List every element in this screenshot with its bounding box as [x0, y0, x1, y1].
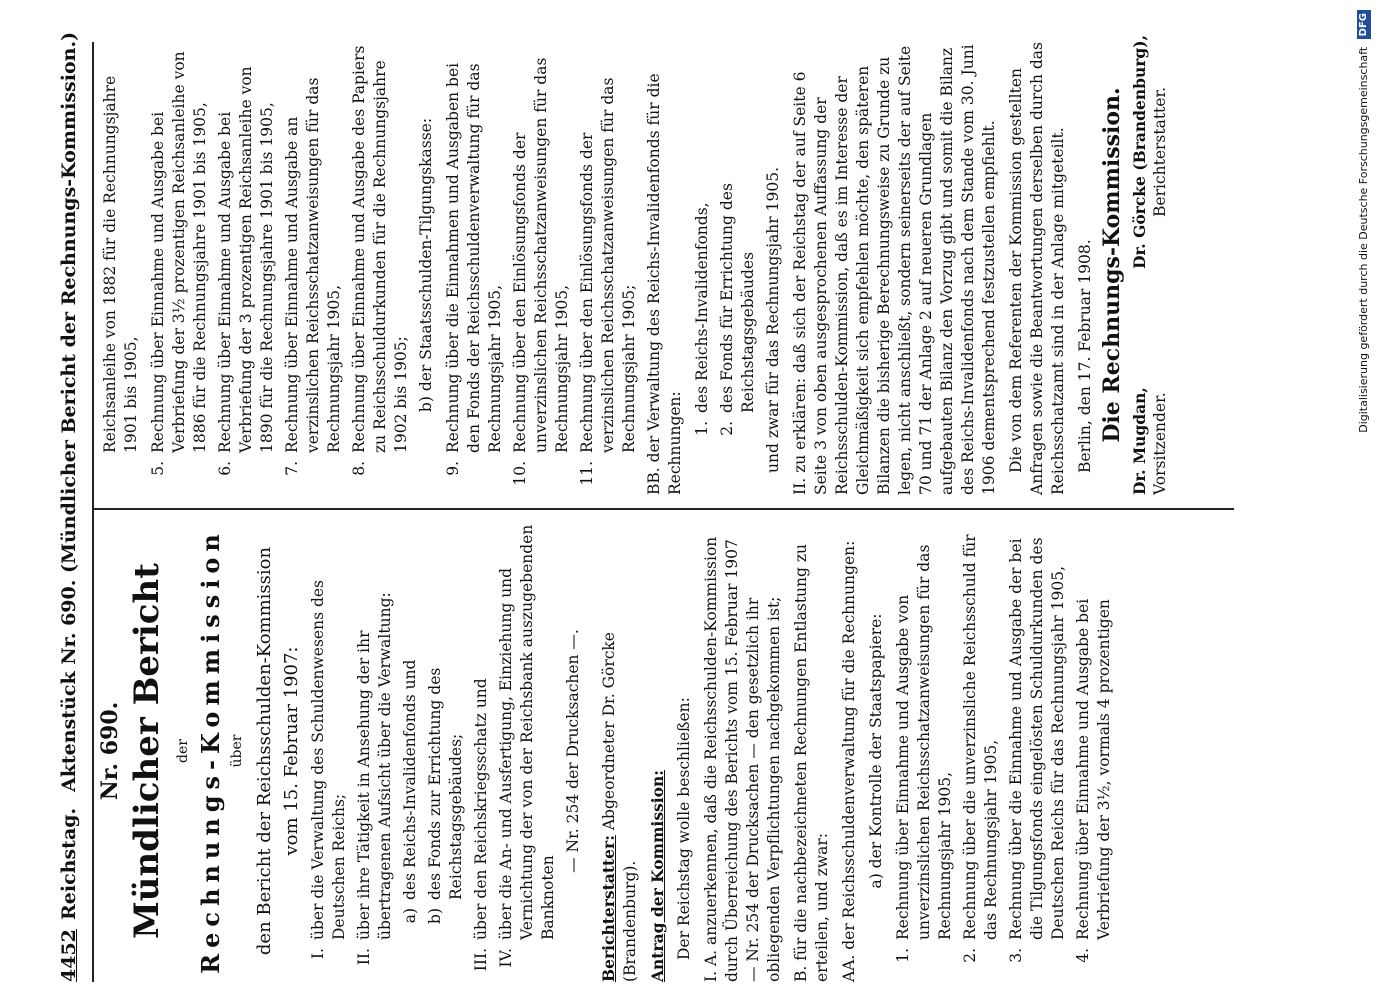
list-item: a) des Reichs-Invalidenfonds und — [401, 659, 419, 924]
berichterstatter-label: Berichterstatter: — [599, 835, 618, 982]
kontrolle-heading: a) der Kontrolle der Staatspapiere: — [867, 613, 885, 889]
place-date: Berlin, den 17. Februar 1908. — [1076, 239, 1094, 473]
list-item: I. über die Verwaltung des Schuldenwesens des Deutschen Reichs; — [309, 579, 348, 960]
berichterstatter-line — [598, 520, 641, 982]
column-divider — [94, 509, 1234, 511]
list-item: 11. Rechnung über den Einlösungsfonds der verzinslichen Reichsschatzanweisungen für das Rechnungsjahr 1905; — [578, 77, 638, 486]
list-item: b) des Fonds zur Errichtung des Reichstagsgebäudes; — [426, 667, 465, 924]
referenten-note: Die von dem Referenten der Kommission gestellten Anfragen sowie die Beantwortungen derselben durch das Reichsschatzamt sind in der Anlage mitgeteilt. — [1007, 42, 1067, 495]
header-org: Reichstag. — [58, 807, 80, 920]
tilgungskasse-heading: b) der Staatsschulden-Tilgungskasse: — [417, 117, 435, 413]
beschliessen-line: Der Reichstag wolle beschließen: — [675, 697, 693, 960]
section-bb: BB. der Verwaltung des Reichs-Invalidenfonds für die Rechnungen: — [645, 73, 684, 495]
section-aa: AA. der Reichsschuldenverwaltung für die Rechnungen: — [840, 540, 858, 982]
list-item: 1. Rechnung über Einnahme und Ausgabe von unverzinslichen Reichsschatzanweisungen für das Rechnungsjahr 1905, — [894, 544, 954, 963]
reporter-signature — [1129, 35, 1171, 269]
section-b: B. für die nachbezeichneten Rechnungen Entlastung zu erteilen, und zwar: — [792, 543, 831, 982]
title-ueber: über — [229, 734, 245, 768]
list-item: II. über ihre Tätigkeit in Ansehung der ihr übertragenen Aufsicht über die Verwaltung: — [355, 592, 394, 966]
document-number: Nr. 690. — [97, 701, 123, 801]
chair-name: Dr. Mugdan, — [1130, 387, 1149, 495]
list-item: 5. Rechnung über Einnahme und Ausgabe bei Verbriefung der 3½ prozentigen Reichsanleihe von 1886 für die Rechnungsjahre 1901 bis 1905, — [149, 51, 209, 476]
digitization-credit — [1352, 10, 1376, 990]
subject-date: vom 15. Februar 1907: — [281, 646, 302, 856]
signature-title: Die Rechnungs-Kommission. — [1099, 87, 1125, 443]
list-item: 3. Rechnung über die Einnahme und Ausgabe der bei die Tilgungsfonds eingelösten Schuldurkunden des Deutschen Reichs für das Rechnungsjahr 1905, — [1007, 537, 1067, 963]
list-item: 2. des Fonds für Errichtung des Reichstagsgebäudes — [718, 183, 757, 436]
credit-text: Digitalisierung gefördert durch die Deutsche Forschungsgemeinschaft — [1357, 46, 1370, 433]
list-item: III. über den Reichskriegsschatz und — [472, 678, 490, 972]
und-zwar-line: und zwar für das Rechnungsjahr 1905. — [764, 167, 782, 473]
list-item: 4. Rechnung über Einnahme und Ausgabe bei Verbriefung der 3½, vormals 4 prozentigen — [1074, 598, 1113, 963]
dfg-logo-icon: DFG — [1357, 10, 1371, 39]
header-reference: Aktenstück Nr. 690. (Mündlicher Bericht der Rechnungs-Kommission.) — [58, 31, 80, 792]
drucksache-ref: — Nr. 254 der Drucksachen —. — [564, 629, 582, 873]
page-header — [52, 31, 92, 982]
reporter-name: Dr. Görcke (Brandenburg), — [1130, 35, 1149, 269]
list-item: IV. über die An- und Ausfertigung, Einziehung und Vernichtung der von der Reichsbank auszugebenden Banknoten — [497, 524, 557, 968]
list-item: 6. Rechnung über Einnahme und Ausgabe bei Verbriefung der 3 prozentigen Reichsanleihe von 1890 für die Rechnungsjahre 1901 bis 1905, — [216, 66, 276, 476]
commission-name: Rechnungs-Kommission — [196, 528, 225, 974]
page-number: 4452 — [58, 929, 80, 982]
reporter-role: Berichterstatter. — [1151, 86, 1169, 217]
berichterstatter-name: Abgeordneter Dr. Görcke (Brandenburg). — [600, 632, 639, 982]
title-der: der — [175, 739, 191, 763]
section-ii: II. zu erklären: daß sich der Reichstag der auf Seite 6 Seite 3 von oben ausgesprochenen Auffassung der Reichsschulden-Kommission, daß es im Interesse der Gleichmäßigkeit sich empfehlen möchte, den späteren Bilanzen die bisherige Berechnungsweise zu Grunde zu legen, nicht anschließt, sondern seinerseits der auf Seite 70 und 71 der Anlage 2 auf neueren Grundlagen aufgebauten Bilanz den Vorzug gibt und somit die Bilanz des Reichs-Invalidenfonds nach dem Stande vom 30. Juni 1906 dementsprechend festzustellen empfiehlt. — [791, 44, 998, 495]
list-item: 10. Rechnung über den Einlösungsfonds der unverzinslichen Reichsschatzanweisungen für das Rechnungsjahr 1905, — [511, 57, 571, 486]
list-item: 1. des Reichs-Invalidenfonds, — [693, 202, 711, 436]
right-column — [100, 35, 1171, 495]
document-title: Mündlicher Bericht — [127, 563, 167, 939]
subject-line: den Bericht der Reichsschulden-Kommission — [254, 546, 275, 956]
chair-role: Vorsitzender. — [1151, 392, 1169, 495]
chair-signature — [1129, 387, 1171, 495]
antrag-heading: Antrag der Kommission: — [648, 770, 667, 982]
left-column — [97, 520, 1119, 982]
section-i-a: I. A. anzuerkennen, daß die Reichsschulden-Kommission durch Überreichung des Berichts vom 15. Februar 1907 — Nr. 254 der Drucksachen — den gesetzlich ihr obliegenden Verpflichtungen nachgekommen ist; — [702, 536, 783, 982]
header-rule — [92, 42, 94, 982]
list-item: 2. Rechnung über die unverzinsliche Reichsschuld für das Rechnungsjahr 1905, — [961, 534, 1000, 963]
list-item: 9. Rechnung über die Einnahmen und Ausgaben bei den Fonds der Reichsschuldenverwaltung für das Rechnungsjahr 1905, — [444, 62, 504, 476]
list-item: 8. Rechnung über Einnahme und Ausgabe des Papiers zu Reichsschuldurkunden für die Rechnungsjahre 1902 bis 1905; — [350, 45, 410, 476]
signatures — [1129, 35, 1171, 495]
list-item: 7. Rechnung über Einnahme und Ausgabe an verzinslichen Reichsschatzanweisungen für das Rechnungsjahr 1905, — [283, 77, 343, 476]
continued-text: Reichsanleihe von 1882 für die Rechnungsjahre 1901 bis 1905, — [101, 75, 140, 453]
